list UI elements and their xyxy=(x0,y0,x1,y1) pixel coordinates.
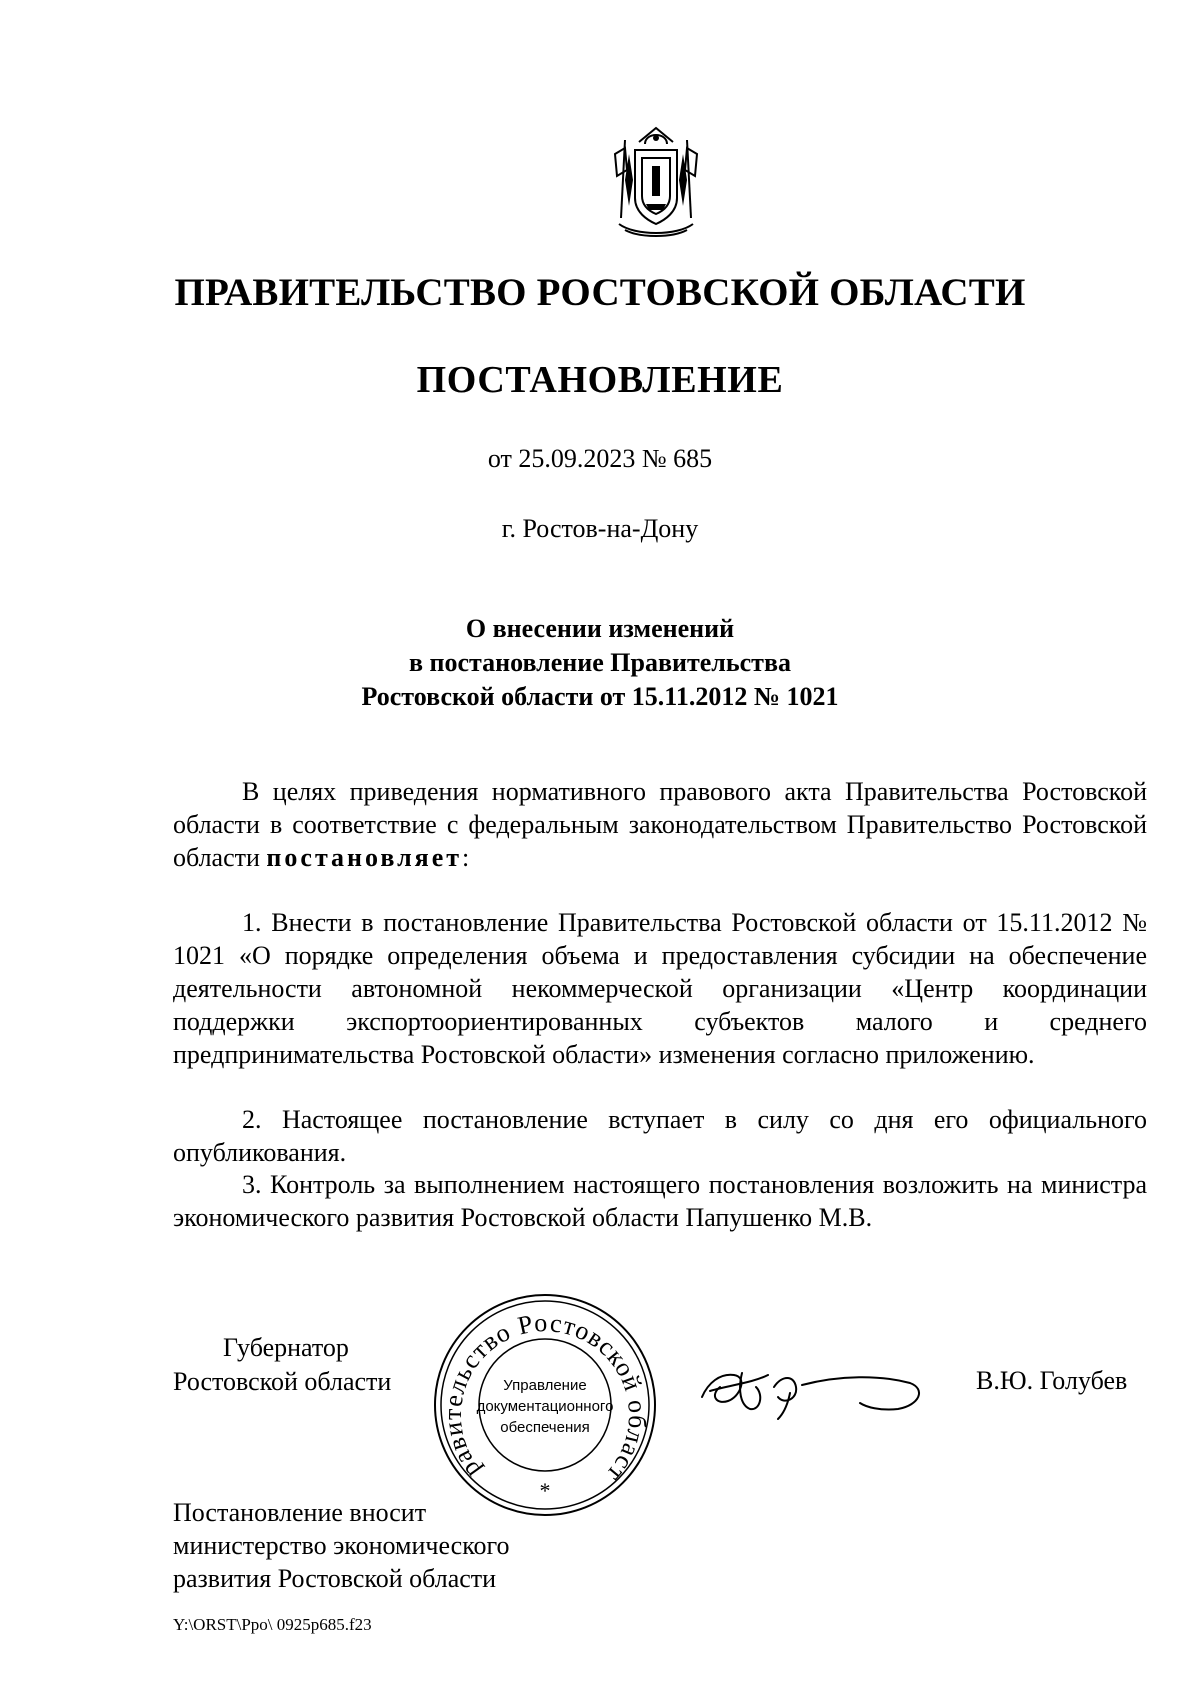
clause-2: 2. Настоящее постановление вступает в силу со дня его официального опубликования. xyxy=(173,1105,1147,1167)
government-title: ПРАВИТЕЛЬСТВО РОСТОВСКОЙ ОБЛАСТИ xyxy=(174,271,1026,314)
preamble-colon: : xyxy=(462,843,470,872)
signatory-name: В.Ю. Голубев xyxy=(976,1366,1128,1395)
clause-1: 1. Внести в постановление Правительства Ростовской области от 15.11.2012 № 1021 «О порядке определения объема и предоставления субсидии на обеспечение деятельности автономной некоммерческой организации «Центр координации поддержки экспортоориентированных субъектов малого и среднего предпринимательства Ростовской области» изменения согласно приложению. xyxy=(173,908,1147,1069)
coat-of-arms-icon xyxy=(605,120,707,240)
seal-inner-line-3: обеспечения xyxy=(500,1419,590,1436)
submitter-note xyxy=(173,1496,673,1595)
seal-inner-line-2: документационного xyxy=(476,1398,614,1415)
preamble-text: В целях приведения нормативного правового акта Правительства Ростовской области в соответствие с федеральным законодательством Правительство Ростовской области xyxy=(173,777,1147,872)
preamble-paragraph xyxy=(173,775,1147,874)
submitter-line-1: Постановление вносит xyxy=(173,1498,427,1527)
seal-star: * xyxy=(539,1478,551,1503)
document-type: ПОСТАНОВЛЕНИЕ xyxy=(416,359,784,401)
submitter-line-3: развития Ростовской области xyxy=(173,1564,497,1593)
seal-inner-line-1: Управление xyxy=(503,1377,587,1394)
subject-line-1: О внесении изменений xyxy=(465,614,735,643)
signatory-position xyxy=(173,1331,453,1399)
seal-outer-text: равительство Ростовской област xyxy=(437,1308,653,1489)
document-subject xyxy=(0,612,1200,714)
subject-line-3: Ростовской области от 15.11.2012 № 1021 xyxy=(361,682,839,711)
clause-3: 3. Контроль за выполнением настоящего постановления возложить на министра экономического развития Ростовской области Папушенко М.В. xyxy=(173,1170,1147,1232)
document-date-number: от 25.09.2023 № 685 xyxy=(487,444,713,473)
position-line-1: Губернатор xyxy=(223,1333,349,1362)
document-city: г. Ростов-на-Дону xyxy=(501,514,699,543)
official-seal-icon xyxy=(430,1290,660,1520)
decree-verb: постановляет xyxy=(266,843,463,872)
file-path: Y:\ORST\Ppo\ 0925p685.f23 xyxy=(173,1615,372,1634)
submitter-line-2: министерство экономического xyxy=(173,1531,510,1560)
position-line-2: Ростовской области xyxy=(173,1367,392,1396)
subject-line-2: в постановление Правительства xyxy=(408,648,791,677)
handwritten-signature-icon xyxy=(690,1345,930,1435)
